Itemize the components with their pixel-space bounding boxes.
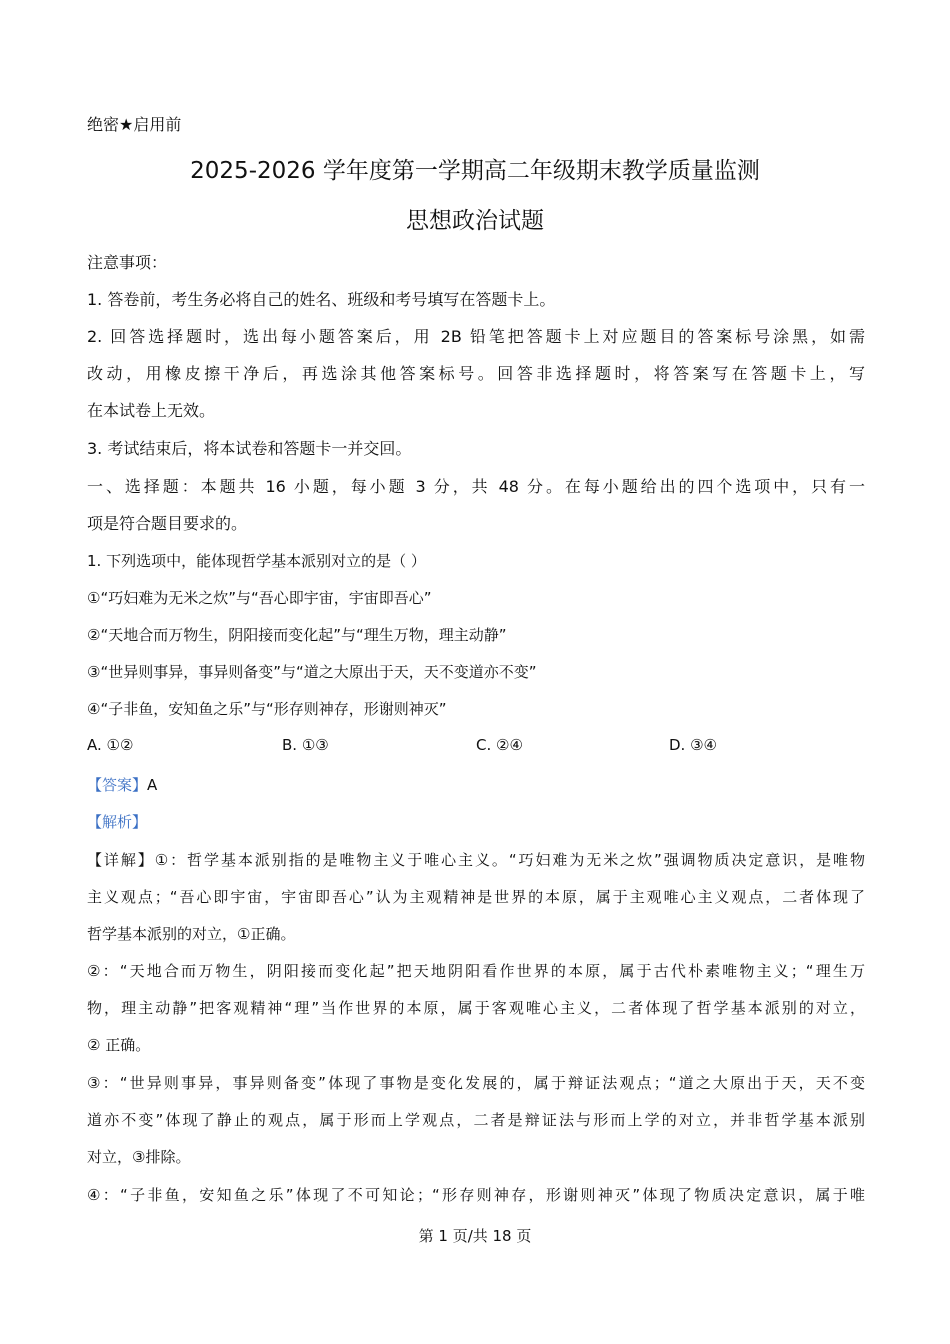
detail-p4-line-1: ④：“子非鱼，安知鱼之乐”体现了不可知论；“形存则神存，形谢则神灭”体现了物质决定意识，属于唯 bbox=[87, 1186, 865, 1204]
detail-p3-line-2: 道亦不变”体现了静止的观点，属于形而上学观点，二者是辩证法与形而上学的对立，并非哲学基本派别 bbox=[87, 1111, 865, 1129]
exam-subtitle: 思想政治试题 bbox=[406, 208, 544, 234]
page-footer: 第 1 页/共 18 页 bbox=[418, 1227, 532, 1245]
question-item-4: ④“子非鱼，安知鱼之乐”与“形存则神存，形谢则神灭” bbox=[87, 700, 447, 718]
question-item-3: ③“世异则事异，事异则备变”与“道之大原出于天，天不变道亦不变” bbox=[87, 663, 537, 681]
option-c: C. ②④ bbox=[476, 736, 523, 754]
notice-item-1: 1. 答卷前，考生务必将自己的姓名、班级和考号填写在答题卡上。 bbox=[87, 290, 556, 309]
secret-mark: 绝密★启用前 bbox=[87, 115, 182, 134]
detail-p2-line-1: ②：“天地合而万物生，阴阳接而变化起”把天地阴阳看作世界的本原，属于古代朴素唯物主义；“理生万 bbox=[87, 962, 865, 980]
question-stem: 1. 下列选项中，能体现哲学基本派别对立的是（ ） bbox=[87, 552, 426, 570]
option-d: D. ③④ bbox=[669, 736, 717, 754]
notice-heading: 注意事项： bbox=[87, 253, 168, 272]
detail-p2-line-2: 物，理主动静”把客观精神“理”当作世界的本原，属于客观唯心主义，二者体现了哲学基本派别的对立， bbox=[87, 999, 865, 1017]
option-a: A. ①② bbox=[87, 736, 134, 754]
notice-item-2-line-3: 在本试卷上无效。 bbox=[87, 401, 216, 420]
notice-item-3: 3. 考试结束后，将本试卷和答题卡一并交回。 bbox=[87, 439, 412, 458]
question-item-1: ①“巧妇难为无米之炊”与“吾心即宇宙，宇宙即吾心” bbox=[87, 589, 432, 607]
question-item-2: ②“天地合而万物生，阴阳接而变化起”与“理生万物，理主动静” bbox=[87, 626, 507, 644]
detail-p1-line-1: 【详解】①：哲学基本派别指的是唯物主义于唯心主义。“巧妇难为无米之炊”强调物质决定意识，是唯物 bbox=[87, 851, 865, 869]
option-b: B. ①③ bbox=[282, 736, 329, 754]
section-heading-line-2: 项是符合题目要求的。 bbox=[87, 514, 248, 533]
detail-p3-line-3: 对立，③排除。 bbox=[87, 1148, 191, 1166]
detail-p3-line-1: ③：“世异则事异，事异则备变”体现了事物是变化发展的，属于辩证法观点；“道之大原出于天，天不变 bbox=[87, 1074, 865, 1092]
answer-line bbox=[87, 774, 157, 795]
answer-label: 【答案】 bbox=[87, 776, 148, 794]
notice-item-2-line-1: 2. 回答选择题时，选出每小题答案后，用 2B 铅笔把答题卡上对应题目的答案标号涂黑，如需 bbox=[87, 327, 865, 346]
exam-title: 2025-2026 学年度第一学期高二年级期末教学质量监测 bbox=[190, 158, 760, 184]
detail-p1-line-2: 主义观点；“吾心即宇宙，宇宙即吾心”认为主观精神是世界的本原，属于主观唯心主义观点，二者体现了 bbox=[87, 888, 865, 906]
section-heading-line-1: 一、选择题：本题共 16 小题，每小题 3 分，共 48 分。在每小题给出的四个选项中，只有一 bbox=[87, 477, 865, 496]
detail-p2-line-3: ② 正确。 bbox=[87, 1036, 151, 1054]
detail-p1-line-3: 哲学基本派别的对立，①正确。 bbox=[87, 925, 296, 943]
answer-value: A bbox=[147, 776, 158, 794]
notice-item-2-line-2: 改动，用橡皮擦干净后，再选涂其他答案标号。回答非选择题时，将答案写在答题卡上，写 bbox=[87, 364, 865, 383]
analysis-label: 【解析】 bbox=[87, 813, 148, 831]
